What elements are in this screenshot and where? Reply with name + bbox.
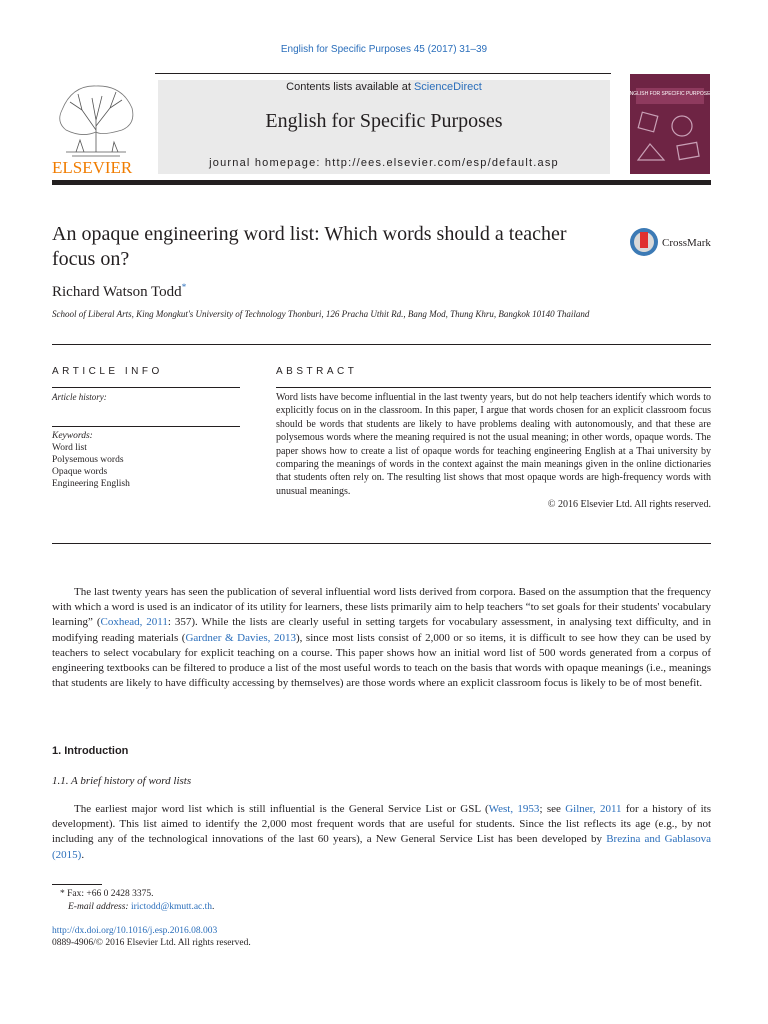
elsevier-logo	[52, 80, 140, 176]
keyword-item: Polysemous words	[52, 455, 124, 465]
sciencedirect-link[interactable]: ScienceDirect	[413, 81, 482, 93]
footnote-email	[68, 901, 214, 914]
journal-citation[interactable]: English for Specific Purposes 45 (2017) 31–39	[280, 44, 488, 55]
abstract-text: Word lists have become influential in the last twenty years, but do not help teachers identify which words to explicitly focus on in the classroom. In this paper, I argue that words chosen for an explicit classroom focus should be words that students are likely to have problems dealing with autonomously, and that these are polysemous words where the meaning required is not the usual meaning; in other words, opaque words. The paper shows how to create a list of opaque words for teaching engineering English at a Thai university by comparing the meanings of words in the context against the main meanings given in the online dictionaries that students often rely on. The resulting list shows that most opaque words are high-frequency words with unusual meanings.	[276, 392, 711, 497]
author-line	[52, 282, 186, 301]
contents-line	[158, 81, 610, 93]
journal-homepage[interactable]: journal homepage: http://ees.elsevier.com/esp/default.asp	[209, 157, 559, 169]
contents-prefix: Contents lists available at	[286, 81, 414, 93]
article-info-rule	[52, 387, 240, 388]
abstract-block	[276, 391, 711, 512]
crossmark-label: CrossMark	[662, 237, 711, 249]
section-rule-top	[52, 344, 711, 345]
keywords-block	[52, 430, 130, 490]
text-run: for a history of its development). This list aimed to identify the 2,000 most frequent words that are useful for students. Since the list reflects its age (e.g., by not including any of the technological innovations of the last 60 years), a New General Service List has been developed by	[52, 803, 712, 846]
crossmark-badge[interactable]	[628, 226, 718, 258]
intro-paragraph	[52, 585, 711, 691]
abstract-copyright: © 2016 Elsevier Ltd. All rights reserved.	[547, 499, 711, 511]
abstract-heading: ABSTRACT	[276, 366, 358, 377]
text-run: The last twenty years has seen the publication of several influential word lists derived from corpora. Based on the assumption that the frequency with which a word is used is an indicator of its utility for learners, these lists primarily aim to help teachers “to set goals for their students' vocabulary learning” (	[52, 586, 711, 629]
keyword-item: Engineering English	[52, 479, 130, 489]
banner-top-rule	[155, 73, 611, 74]
text-run: : 357). While the lists are clearly useful in setting targets for vocabulary assessment, in analysing text difficulty, and in modifying reading materials (	[52, 616, 711, 644]
citation-link[interactable]: Brezina and Gablasova (2015)	[52, 833, 712, 861]
abstract-rule	[276, 387, 711, 388]
text-run: ; see	[539, 803, 566, 815]
text-run: ), since most lists consist of 2,000 or so items, it is difficult to see how they can be used by teachers to select vocabulary for explicit teaching on a course. This paper shows how an initial word list of 500 words generated from a corpus of engineering textbooks can be filtered to produce a list of the most useful words to teach on the basis that words with opaque meanings (i.e., meanings that students are likely to have difficulty accessing by themselves) are those words where an explicit classroom focus is likely to be of most benefit.	[52, 631, 711, 690]
citation-link[interactable]: Gilner, 2011	[565, 803, 622, 815]
cover-title: ENGLISH FOR SPECIFIC PURPOSES	[630, 91, 710, 97]
issn-line: 0889-4906/© 2016 Elsevier Ltd. All rights reserved.	[52, 938, 251, 948]
article-history-label: Article history:	[52, 392, 107, 402]
keywords-label: Keywords:	[52, 431, 93, 441]
text-run: .	[212, 902, 215, 912]
author-name: Richard Watson Todd	[52, 284, 182, 300]
footnote-fax: * Fax: +66 0 2428 3375.	[60, 889, 154, 899]
section-heading: 1. Introduction	[52, 745, 129, 757]
author-footnote-mark[interactable]: *	[181, 282, 187, 292]
doi-link[interactable]: http://dx.doi.org/10.1016/j.esp.2016.08.003	[52, 926, 218, 936]
body-paragraph	[52, 802, 711, 863]
author-affiliation: School of Liberal Arts, King Mongkut's University of Technology Thonburi, 126 Pracha Uthit Rd., Bang Mod, Thung Khru, Bangkok 10140 Thailand	[52, 309, 590, 319]
text-run: The earliest major word list which is still influential is the General Service List or GSL (	[74, 803, 489, 815]
subsection-heading: 1.1. A brief history of word lists	[52, 775, 192, 787]
journal-cover-image	[630, 74, 710, 174]
footnote-rule	[52, 884, 102, 885]
citation-link[interactable]: Coxhead, 2011	[100, 616, 168, 629]
citation-link[interactable]: West, 1953	[488, 803, 540, 815]
email-label: E-mail address:	[68, 902, 131, 912]
keyword-item: Word list	[52, 443, 87, 453]
article-title: An opaque engineering word list: Which words should a teacher focus on?	[52, 223, 567, 270]
section-rule-bottom	[52, 543, 711, 544]
header-rule	[52, 180, 711, 185]
article-info-heading: ARTICLE INFO	[52, 366, 163, 377]
citation-link[interactable]: Gardner & Davies, 2013	[185, 631, 296, 644]
journal-title: English for Specific Purposes	[265, 110, 503, 132]
text-run: .	[81, 848, 85, 861]
email-link[interactable]: irictodd@kmutt.ac.th	[130, 902, 213, 912]
keyword-item: Opaque words	[52, 467, 108, 477]
keywords-rule	[52, 426, 240, 427]
publisher-name: ELSEVIER	[52, 158, 133, 176]
